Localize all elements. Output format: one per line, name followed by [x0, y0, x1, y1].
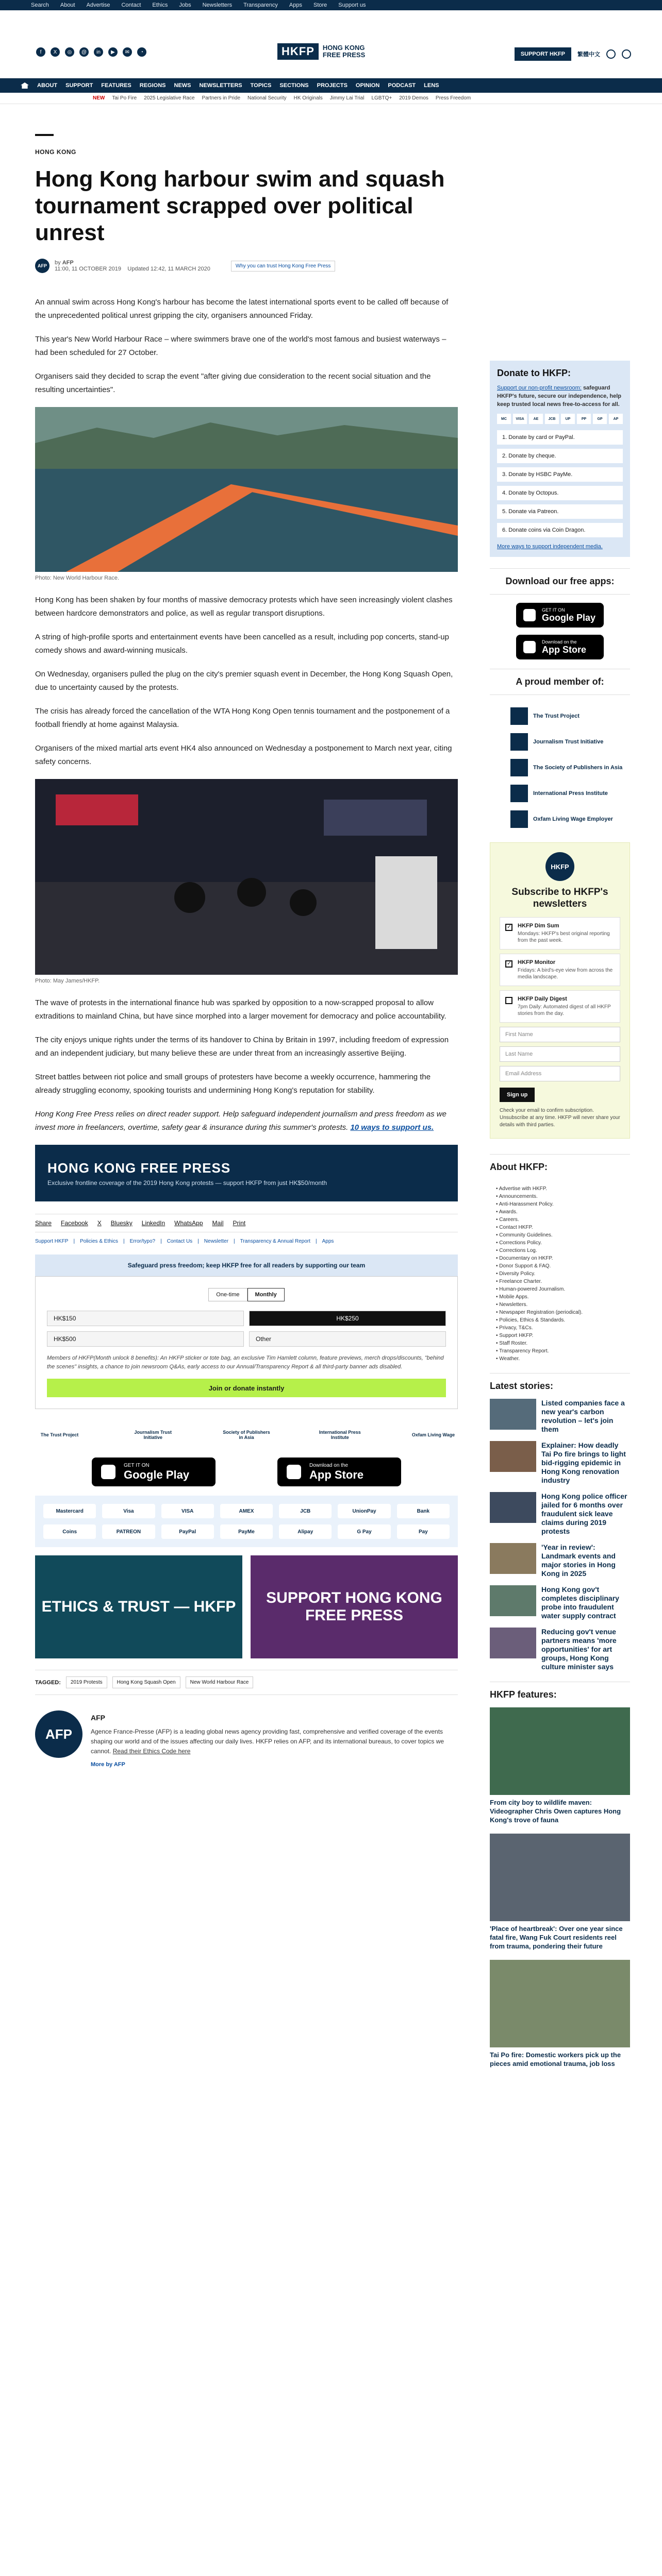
payment-logo[interactable]: Visa — [102, 1504, 155, 1518]
policy-link[interactable]: Error/typo? — [129, 1239, 156, 1244]
safeguard-banner[interactable]: Safeguard press freedom; keep HKFP free for all readers by supporting our team — [35, 1255, 458, 1276]
about-link[interactable]: • Corrections Log. — [496, 1247, 630, 1255]
email-input[interactable]: Email Address — [500, 1066, 620, 1081]
donate-intro-link[interactable]: Support our non-profit newsroom: — [497, 385, 582, 391]
amount-options — [47, 1311, 446, 1347]
nav-item[interactable]: LENS — [424, 82, 439, 89]
youtube-icon[interactable]: ▶ — [108, 47, 118, 57]
nav-item[interactable]: PODCAST — [388, 82, 416, 89]
ipi-logo — [510, 785, 528, 802]
card-logo: GP — [593, 414, 607, 424]
ethics-promo[interactable]: ETHICS & TRUST — HKFP — [35, 1555, 242, 1658]
google-play-icon — [523, 609, 536, 621]
story-item[interactable]: Explainer: How deadly Tai Po fire brings to light bid-rigging epidemic in Hong Kong renovation industry — [490, 1441, 630, 1485]
card-logo: AE — [529, 414, 543, 424]
donate-option[interactable]: 2. Donate by cheque. — [497, 449, 623, 463]
payment-logo[interactable]: PATREON — [102, 1524, 155, 1539]
card-logo: UP — [561, 414, 575, 424]
nav-item[interactable]: FEATURES — [101, 82, 131, 89]
site-logo[interactable] — [277, 43, 365, 60]
story-thumbnail — [490, 1628, 536, 1658]
publish-date: 11:00, 11 OCTOBER 2019 — [55, 266, 122, 272]
protest-photo-art — [35, 779, 458, 975]
feature-item[interactable]: 'Place of heartbreak': Over one year since fatal fire, Wang Fuk Court residents reel from trauma, pondering their future — [490, 1834, 630, 1951]
story-thumbnail — [490, 1441, 536, 1472]
share-facebook[interactable]: Facebook — [61, 1219, 88, 1227]
story-thumbnail — [490, 1543, 536, 1574]
payment-logo[interactable]: VISA — [161, 1504, 214, 1518]
promo-banners — [35, 1555, 458, 1658]
paragraph: An annual swim across Hong Kong's harbour has become the latest international sports event to be called off because of the unprecedented political unrest gripping the city, organisers announced Friday. — [35, 298, 449, 320]
join-donate-button[interactable]: Join or donate instantly — [47, 1379, 446, 1397]
policy-link[interactable]: Transparency & Annual Report — [240, 1239, 311, 1244]
about-link[interactable]: • Human-powered Journalism. — [496, 1285, 630, 1293]
donate-option[interactable]: 3. Donate by HSBC PayMe. — [497, 467, 623, 482]
paragraph: The crisis has already forced the cancellation of the WTA Hong Kong Open tennis tournament and the postponement of a football friendly at home against Malaysia. — [35, 707, 450, 729]
instagram-icon[interactable]: ◎ — [65, 47, 74, 57]
topbar-link[interactable]: Transparency — [243, 2, 278, 8]
threads-icon[interactable]: @ — [79, 47, 89, 57]
payment-logo[interactable]: Alipay — [279, 1524, 332, 1539]
payment-logo[interactable]: Coins — [43, 1524, 96, 1539]
about-link[interactable]: • Transparency Report. — [496, 1347, 630, 1355]
newsletter-option[interactable]: ✓ HKFP Dim Sum Mondays: HKFP's best original reporting from the past week. — [500, 917, 620, 950]
about-link[interactable]: • Announcements. — [496, 1193, 630, 1200]
paragraph: This year's New World Harbour Race – where swimmers brave one of the world's most famous and busiest waterways – had been scheduled for 27 October. — [35, 335, 446, 357]
story-item[interactable]: Listed companies face a new year's carbon revolution – let's join them — [490, 1399, 630, 1434]
linkedin-icon[interactable]: in — [94, 47, 103, 57]
author-avatar-large[interactable]: AFP — [35, 1710, 82, 1758]
trending-link[interactable]: 2025 Legislative Race — [144, 95, 195, 101]
card-logo: PP — [577, 414, 591, 424]
story-thumbnail — [490, 1585, 536, 1616]
policy-link[interactable]: Newsletter — [204, 1239, 229, 1244]
card-logo: JCB — [545, 414, 559, 424]
card-logo: VISA — [513, 414, 527, 424]
about-link[interactable]: • Advertise with HKFP. — [496, 1185, 630, 1193]
newsletter-heading: Subscribe to HKFP's newsletters — [511, 887, 608, 909]
amount-option-selected[interactable]: HK$250 — [249, 1311, 446, 1326]
member-item[interactable]: Journalism Trust Initiative — [510, 729, 630, 755]
tag[interactable]: 2019 Protests — [66, 1676, 107, 1688]
nav-item[interactable]: ABOUT — [37, 82, 58, 89]
photo-caption: Photo: May James/HKFP. — [35, 978, 100, 984]
donate-option[interactable]: 1. Donate by card or PayPal. — [497, 430, 623, 445]
about-link[interactable]: • Weather. — [496, 1355, 630, 1363]
share-print[interactable]: Print — [233, 1219, 246, 1227]
payment-logo[interactable]: Bank — [397, 1504, 450, 1518]
donate-option[interactable]: 5. Donate via Patreon. — [497, 504, 623, 519]
support-promo[interactable]: SUPPORT HONG KONG FREE PRESS — [251, 1555, 458, 1658]
member-logo[interactable]: Oxfam Living Wage — [411, 1432, 455, 1437]
story-item[interactable]: Reducing gov't venue partners means 'more opportunities' for art groups, Hong Kong culture minister says — [490, 1628, 630, 1671]
support-link[interactable]: 10 ways to support us. — [350, 1123, 434, 1132]
article-title: Hong Kong harbour swim and squash tournament scrapped over political unrest — [35, 166, 445, 245]
logo-wordmark: HONG KONG FREE PRESS — [322, 44, 366, 59]
support-hkfp-button[interactable]: SUPPORT HKFP — [515, 47, 571, 61]
byline-text: by AFP 11:00, 11 OCTOBER 2019 Updated 12:42, 11 MARCH 2020 — [55, 260, 210, 272]
feature-item[interactable]: From city boy to wildlife maven: Videographer Chris Owen captures Hong Kong's trove of fauna — [490, 1707, 630, 1824]
hkfp-logo: HKFP — [545, 852, 574, 881]
story-item[interactable]: Hong Kong gov't completes disciplinary probe into fraudulent water supply contract — [490, 1585, 630, 1620]
logo-mark: HKFP — [277, 43, 319, 60]
one-time-option[interactable]: One-time — [208, 1288, 247, 1301]
about-section — [490, 1154, 630, 1363]
nav-item[interactable]: NEWS — [174, 82, 191, 89]
trending-link[interactable]: Jimmy Lai Trial — [329, 95, 365, 101]
feature-image — [490, 1707, 630, 1795]
about-link[interactable]: • Anti-Harassment Policy. — [496, 1200, 630, 1208]
topbar-link[interactable]: Support us — [338, 2, 366, 8]
topbar-link[interactable]: Contact — [121, 2, 141, 8]
paragraph: A string of high-profile sports and entertainment events have been cancelled as a result, including pop concerts, stand-up comedy shows and award-winning musicals. — [35, 633, 449, 655]
topbar-link[interactable]: Advertise — [86, 2, 110, 8]
apple-icon — [523, 641, 536, 653]
trust-project-logo — [510, 707, 528, 725]
policy-link[interactable]: Support HKFP — [35, 1239, 69, 1244]
more-by-author-link[interactable]: More by AFP — [91, 1761, 125, 1768]
paragraph: The city enjoys unique rights under the terms of its handover to China by Britain in 1997, including freedom of expression and an independent judiciary, but many believe these are under threat from an increasingly assertive Beijing. — [35, 1036, 449, 1058]
payment-logo[interactable]: AMEX — [220, 1504, 273, 1518]
about-link[interactable]: • Policies, Ethics & Standards. — [496, 1316, 630, 1324]
share-x[interactable]: X — [97, 1219, 102, 1227]
top-utility-bar — [0, 0, 662, 10]
topbar-link[interactable]: About — [60, 2, 75, 8]
amount-other[interactable]: Other — [249, 1331, 446, 1347]
site-header — [0, 10, 662, 78]
policy-link[interactable]: Contact Us — [167, 1239, 193, 1244]
paragraph: Street battles between riot police and small groups of protesters have become a weekly occurrence, hammering the already struggling economy, spooking tourists and undermining Hong Kong's reputation for stability. — [35, 1073, 431, 1095]
first-name-input[interactable]: First Name — [500, 1027, 620, 1042]
donation-widget — [35, 1276, 458, 1409]
google-play-badge[interactable]: GET IT ON Google Play — [92, 1458, 216, 1486]
nav-item[interactable]: TOPICS — [250, 82, 272, 89]
paragraph: The wave of protests in the international finance hub was sparked by opposition to a now-scrapped proposal to allow extraditions to mainland China, but have since morphed into a larger movement for democracy and police accountability. — [35, 998, 446, 1021]
card-logos — [497, 414, 623, 424]
member-benefits: Members of HKFP(Month unlock 8 benefits): An HKFP sticker or tote bag, an exclusive Tim Hamlett column, feature previews, merch drops/discounts, "behind the scenes" insights, a chance to join newsroom Q&As, early access to our Annual/Transparency Report & all third-party banner ads disabled. — [47, 1355, 444, 1370]
about-link[interactable]: • Documentary on HKFP. — [496, 1255, 630, 1262]
about-link[interactable]: • Support HKFP. — [496, 1332, 630, 1340]
newsletter-signup — [490, 842, 630, 1139]
about-link[interactable]: • Awards. — [496, 1208, 630, 1216]
newsletter-option[interactable]: ✓ HKFP Monitor Fridays: A bird's-eye view from across the media landscape. — [500, 954, 620, 986]
topbar-link[interactable]: Search — [31, 2, 49, 8]
banner-subtitle: Exclusive frontline coverage of the 2019 Hong Kong protests — support HKFP from just HK$50/month — [47, 1179, 327, 1187]
about-link[interactable]: • Community Guidelines. — [496, 1231, 630, 1239]
trust-link[interactable]: Why you can trust Hong Kong Free Press — [231, 261, 336, 272]
trending-link[interactable]: LGBTQ+ — [371, 95, 392, 101]
share-whatsapp[interactable]: WhatsApp — [174, 1219, 203, 1227]
divider — [35, 134, 54, 136]
latest-heading: Latest stories: — [490, 1373, 630, 1399]
app-badges — [35, 1458, 458, 1486]
about-link[interactable]: • Donor Support & FAQ. — [496, 1262, 630, 1270]
google-play-icon — [101, 1465, 115, 1479]
share-link[interactable]: Share — [35, 1219, 52, 1227]
topbar-link[interactable]: Ethics — [152, 2, 168, 8]
topbar-link[interactable]: Newsletters — [202, 2, 233, 8]
latest-stories — [490, 1399, 630, 1671]
sopa-logo — [510, 759, 528, 776]
tagged-label: TAGGED: — [35, 1679, 61, 1686]
rss-icon[interactable]: ◔ — [137, 47, 146, 57]
story-thumbnail — [490, 1399, 536, 1430]
payment-logo[interactable]: Pay — [397, 1524, 450, 1539]
support-note: Hong Kong Free Press relies on direct reader support. Help safeguard independent journalism and press freedom as we invest more in freelancers, overtime, safety gear & insurance during this summer's protests. 10 ways to support us. — [35, 1110, 446, 1132]
trending-link[interactable]: National Security — [247, 95, 287, 101]
x-icon[interactable]: X — [51, 47, 60, 57]
share-bar — [35, 1214, 458, 1232]
about-link[interactable]: • Privacy, T&Cs. — [496, 1324, 630, 1332]
mail-icon[interactable]: ✉ — [123, 47, 132, 57]
sidebar — [490, 361, 630, 2077]
about-link[interactable]: • Freelance Charter. — [496, 1278, 630, 1285]
donate-panel — [490, 361, 630, 557]
donate-option[interactable]: 6. Donate coins via Coin Dragon. — [497, 523, 623, 537]
trending-link[interactable]: Partners in Pride — [202, 95, 241, 101]
donate-option[interactable]: 4. Donate by Octopus. — [497, 486, 623, 500]
amount-option[interactable]: HK$500 — [47, 1331, 244, 1347]
membership-logos — [35, 1425, 458, 1445]
nav-item[interactable]: REGIONS — [139, 82, 166, 89]
member-logo[interactable]: Journalism Trust Initiative — [134, 1430, 172, 1440]
harbour-race-photo-art — [35, 407, 458, 572]
author-box — [35, 1710, 458, 1768]
member-logo[interactable]: The Trust Project — [40, 1432, 79, 1437]
payment-logo[interactable]: UnionPay — [338, 1504, 390, 1518]
paragraph: Organisers said they decided to scrap the event "after giving due consideration to the recent social situation and the resulting uncertainties". — [35, 372, 431, 394]
about-link[interactable]: • Newspaper Registration (periodical). — [496, 1309, 630, 1316]
member-item[interactable]: Oxfam Living Wage Employer — [510, 806, 630, 832]
about-heading: About HKFP: — [490, 1154, 630, 1180]
share-mail[interactable]: Mail — [212, 1219, 224, 1227]
article — [35, 134, 458, 1768]
payment-logo[interactable]: G Pay — [338, 1524, 390, 1539]
new-badge: NEW — [93, 95, 105, 101]
header-actions — [515, 47, 631, 61]
policy-link[interactable]: Apps — [322, 1239, 334, 1244]
about-link[interactable]: • Mobile Apps. — [496, 1293, 630, 1301]
policy-link[interactable]: Policies & Ethics — [80, 1239, 119, 1244]
account-icon[interactable] — [622, 49, 631, 59]
frequency-toggle — [47, 1288, 446, 1301]
home-icon[interactable] — [21, 82, 29, 89]
trending-link[interactable]: Press Freedom — [435, 95, 471, 101]
protest-photo — [35, 779, 458, 975]
story-thumbnail — [490, 1492, 536, 1523]
member-logo[interactable]: International Press Institute — [319, 1430, 361, 1440]
about-link[interactable]: • Diversity Policy. — [496, 1270, 630, 1278]
author-name[interactable]: AFP — [91, 1714, 105, 1722]
checkbox-checked[interactable] — [505, 960, 512, 968]
payment-logo[interactable]: PayMe — [220, 1524, 273, 1539]
card-logo: MC — [497, 414, 511, 424]
about-link[interactable]: • Careers. — [496, 1216, 630, 1224]
photo-caption: Photo: New World Harbour Race. — [35, 575, 120, 581]
author-bio: Agence France-Presse (AFP) is a leading global news agency providing fast, comprehensive and verified coverage of the events shaping our world and of the issues affecting our daily lives. HKFP relies on AFP, and its international bureaus, to cover topics we cannot. Read their Ethics Code here — [91, 1728, 444, 1755]
nav-item[interactable]: SECTIONS — [279, 82, 309, 89]
member-item[interactable]: International Press Institute — [510, 781, 630, 806]
paragraph: Organisers of the mixed martial arts event HK4 also announced on Wednesday a postponement to March next year, citing safety concerns. — [35, 744, 452, 766]
nav-item[interactable]: NEWSLETTERS — [199, 82, 242, 89]
apps-heading: Download our free apps: — [490, 568, 630, 595]
payment-methods — [35, 1496, 458, 1547]
feature-image — [490, 1834, 630, 1921]
banner-title: HONG KONG FREE PRESS — [47, 1160, 231, 1176]
donate-heading: Donate to HKFP: — [497, 368, 571, 378]
social-links — [36, 47, 146, 57]
last-name-input[interactable]: Last Name — [500, 1046, 620, 1062]
feature-item[interactable]: Tai Po fire: Domestic workers pick up the pieces amid emotional trauma, job loss — [490, 1960, 630, 2068]
harbour-race-photo — [35, 407, 458, 572]
newsletter-note: Check your email to confirm subscription. Unsubscribe at any time. HKFP will never share your details with third parties. — [500, 1108, 620, 1128]
updated-date: Updated 12:42, 11 MARCH 2020 — [127, 266, 210, 272]
app-store-badge[interactable]: Download on the App Store — [516, 635, 604, 659]
nav-item[interactable]: OPINION — [355, 82, 380, 89]
author-link[interactable]: AFP — [62, 260, 74, 266]
policy-links: Support HKFP | Policies & Ethics | Error/typo? | Contact Us | Newsletter | Transparency & Annual Report | Apps — [35, 1239, 334, 1244]
feature-image — [490, 1960, 630, 2047]
topbar-link[interactable]: Store — [313, 2, 327, 8]
newsletter-option[interactable]: HKFP Daily Digest 7pm Daily: Automated digest of all HKFP stories from the day. — [500, 990, 620, 1023]
language-switch[interactable]: 繁體中文 — [577, 52, 600, 58]
facebook-icon[interactable]: f — [36, 47, 45, 57]
features-heading: HKFP features: — [490, 1682, 630, 1707]
google-play-badge[interactable]: GET IT ON Google Play — [516, 603, 604, 628]
member-item[interactable]: The Trust Project — [510, 703, 630, 729]
nav-item[interactable]: PROJECTS — [317, 82, 347, 89]
tags-bar — [35, 1670, 458, 1695]
search-icon[interactable] — [606, 49, 616, 59]
oxfam-logo — [510, 810, 528, 828]
about-list — [490, 1185, 630, 1363]
story-item[interactable]: 'Year in review': Landmark events and major stories in Hong Kong in 2025 — [490, 1543, 630, 1578]
trending-link[interactable]: Tai Po Fire — [112, 95, 137, 101]
proud-heading: A proud member of: — [490, 669, 630, 695]
nav-item[interactable]: SUPPORT — [65, 82, 93, 89]
trending-link[interactable]: 2019 Demos — [399, 95, 428, 101]
support-banner[interactable] — [35, 1145, 458, 1201]
paragraph: On Wednesday, organisers pulled the plug on the city's premier squash event in December, the Hong Kong Squash Open, due to uncertainty caused by the protests. — [35, 670, 453, 692]
about-link[interactable]: • Corrections Policy. — [496, 1239, 630, 1247]
member-item[interactable]: The Society of Publishers in Asia — [510, 755, 630, 781]
about-link[interactable]: • Staff Roster. — [496, 1340, 630, 1347]
member-logo[interactable]: Society of Publishers in Asia — [223, 1430, 270, 1440]
topbar-link[interactable]: Jobs — [179, 2, 191, 8]
about-link[interactable]: • Newsletters. — [496, 1301, 630, 1309]
payment-logo[interactable]: JCB — [279, 1504, 332, 1518]
author-avatar[interactable]: AFP — [35, 259, 49, 273]
about-link[interactable]: • Contact HKFP. — [496, 1224, 630, 1231]
story-item[interactable]: Hong Kong police officer jailed for 6 months over fraudulent sick leave claims during 2019 protests — [490, 1492, 630, 1536]
checkbox[interactable] — [505, 997, 512, 1004]
app-store-badge[interactable]: Download on the App Store — [277, 1458, 401, 1486]
checkbox-checked[interactable] — [505, 924, 512, 931]
amount-option[interactable]: HK$150 — [47, 1311, 244, 1326]
topbar-link[interactable]: Apps — [289, 2, 302, 8]
jti-logo — [510, 733, 528, 751]
proud-member-list — [490, 703, 630, 832]
trending-link[interactable]: HK Originals — [293, 95, 323, 101]
sign-up-button[interactable]: Sign up — [500, 1088, 535, 1102]
more-ways-link[interactable]: More ways to support independent media. — [497, 544, 603, 550]
article-category[interactable]: HONG KONG — [35, 148, 76, 156]
trending-bar — [0, 93, 662, 104]
payment-logo[interactable]: PayPal — [161, 1524, 214, 1539]
share-bluesky[interactable]: Bluesky — [110, 1219, 133, 1227]
monthly-option[interactable]: Monthly — [247, 1288, 285, 1301]
card-logo: AP — [609, 414, 623, 424]
tag[interactable]: New World Harbour Race — [186, 1676, 254, 1688]
payment-logo[interactable]: Mastercard — [43, 1504, 96, 1518]
share-linkedin[interactable]: LinkedIn — [141, 1219, 166, 1227]
main-nav — [0, 78, 662, 93]
ethics-code-link[interactable]: Read their Ethics Code here — [112, 1748, 191, 1755]
byline — [35, 259, 458, 273]
paragraph: Hong Kong has been shaken by four months of massive democracy protests which have seen increasingly violent clashes between hardcore demonstrators and police, as well as regular transport disruptions. — [35, 596, 453, 618]
tag[interactable]: Hong Kong Squash Open — [112, 1676, 180, 1688]
apple-icon — [287, 1465, 301, 1479]
donate-intro: Support our non-profit newsroom: safeguard HKFP's future, secure our independence, help keep trusted local news free-to-access for all. — [497, 385, 621, 408]
